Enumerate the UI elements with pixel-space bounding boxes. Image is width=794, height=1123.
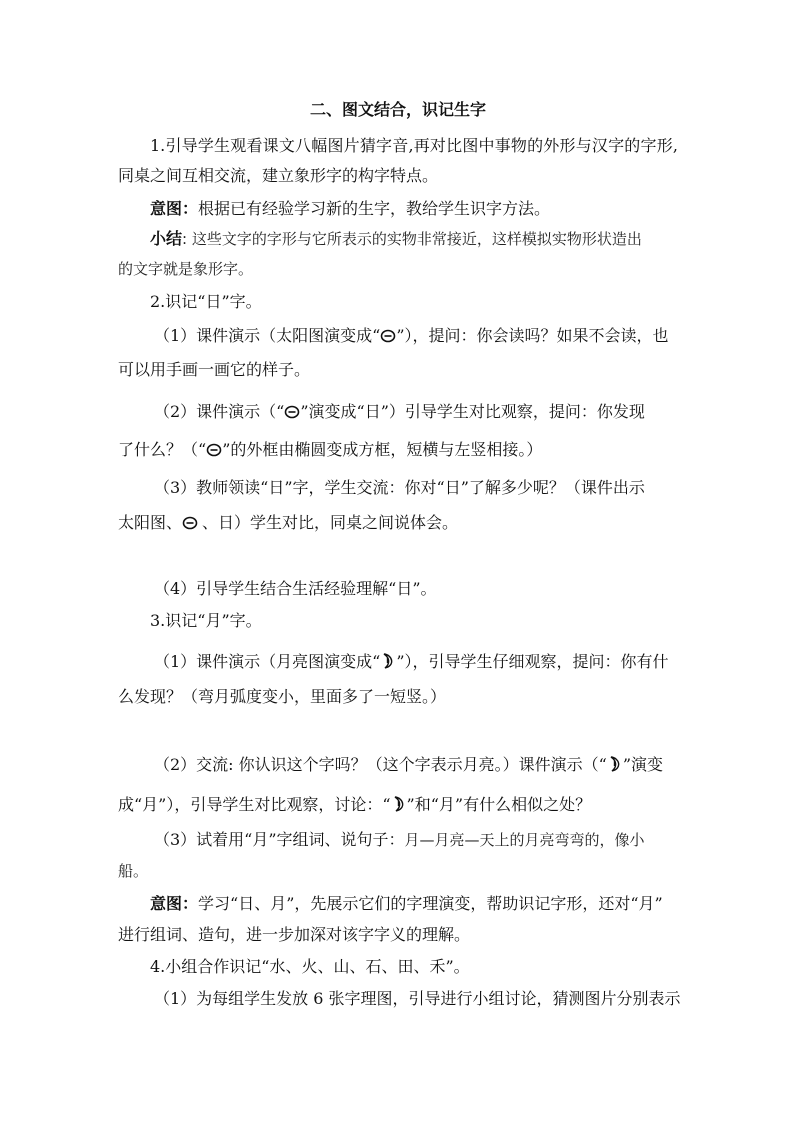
step-2-3-line-2: 太阳图、 、日）学生对比，同桌之间说体会。 bbox=[118, 513, 459, 532]
step-2-4: （4）引导学生结合生活经验理解“日”。 bbox=[154, 579, 437, 598]
ancient-sun-glyph-icon bbox=[380, 328, 396, 344]
step-2-2-line-1: （2）课件演示（“ ”演变成“日”）引导学生对比观察，提问：你发现 bbox=[154, 402, 645, 421]
intent-2-label: 意图： bbox=[150, 894, 199, 913]
intent-1 bbox=[150, 199, 550, 219]
ancient-moon-glyph-icon bbox=[380, 652, 396, 670]
section-title: 二、图文结合，识记生字 bbox=[309, 100, 486, 119]
step-2-heading: 2.识记“日”字。 bbox=[150, 292, 262, 311]
ancient-moon-glyph-icon bbox=[391, 795, 407, 813]
step-3-2-line-2: 成“月”），引导学生对比观察，讨论：“ ”和“月”有什么相似之处？ bbox=[118, 795, 592, 814]
step-4-heading: 4.小组合作识记“水、火、山、石、田、禾”。 bbox=[150, 957, 470, 976]
intent-2-line-1: 意图：学习“日、月”，先展示它们的字理演变，帮助识记字形，还对“月” bbox=[150, 894, 663, 913]
intent-2-line-2: 进行组词、造句，进一步加深对该字字义的理解。 bbox=[118, 925, 471, 944]
lesson-page bbox=[118, 0, 681, 1123]
step-3-heading: 3.识记“月”字。 bbox=[150, 611, 262, 630]
ancient-sun-glyph-icon bbox=[284, 404, 300, 420]
step-3-3-line-2: 船。 bbox=[118, 862, 149, 880]
step-2-1-line-1: （1）课件演示（太阳图演变成“ ”），提问：你会读吗？如果不会读，也 bbox=[154, 326, 669, 345]
summary-line-2: 的文字就是象形字。 bbox=[118, 260, 254, 278]
ancient-sun-glyph-icon bbox=[182, 515, 198, 531]
step-2-2-line-2: 了什么？（“ ”的外框由椭圆变成方框，短横与左竖相接。） bbox=[118, 440, 543, 459]
step-4-1-line-1: （1）为每组学生发放 6 张字理图，引导进行小组讨论，猜测图片分别表示 bbox=[154, 989, 681, 1008]
ancient-sun-glyph-icon bbox=[206, 442, 222, 458]
step-3-2-line-1: （2）交流: 你认识这个字吗？（这个字表示月亮。）课件演示（“ ”演变 bbox=[154, 755, 664, 774]
paragraph-1-line-1: 1.引导学生观看课文八幅图片猜字音,再对比图中事物的外形与汉字的字形, bbox=[150, 136, 678, 155]
step-2-1-line-2: 可以用手画一画它的样子。 bbox=[118, 360, 311, 379]
summary-line-1 bbox=[150, 229, 642, 249]
ancient-moon-glyph-icon bbox=[607, 755, 623, 773]
step-3-1-line-2: 么发现？（弯月弧度变小，里面多了一短竖。） bbox=[118, 687, 447, 706]
step-2-3-line-1: （3）教师领读“日”字，学生交流：你对“日”了解多少呢？（课件出示 bbox=[154, 478, 645, 497]
intent-1-label: 意图： bbox=[150, 199, 199, 218]
step-3-1-line-1: （1）课件演示（月亮图演变成“ ”），引导学生仔细观察，提问：你有什 bbox=[154, 652, 669, 671]
step-3-3-line-1: （3）试着用“月”字组词、说句子：月—月亮—天上的月亮弯弯的，像小 bbox=[154, 830, 645, 849]
summary-label: 小结 bbox=[150, 229, 183, 248]
paragraph-1-line-2: 同桌之间互相交流，建立象形字的构字特点。 bbox=[118, 166, 439, 185]
intent-1-text: 根据已有经验学习新的生字，教给学生识字方法。 bbox=[198, 199, 551, 218]
summary-text-1: : 这些文字的字形与它所表示的实物非常接近，这样模拟实物形状造出 bbox=[182, 230, 642, 248]
